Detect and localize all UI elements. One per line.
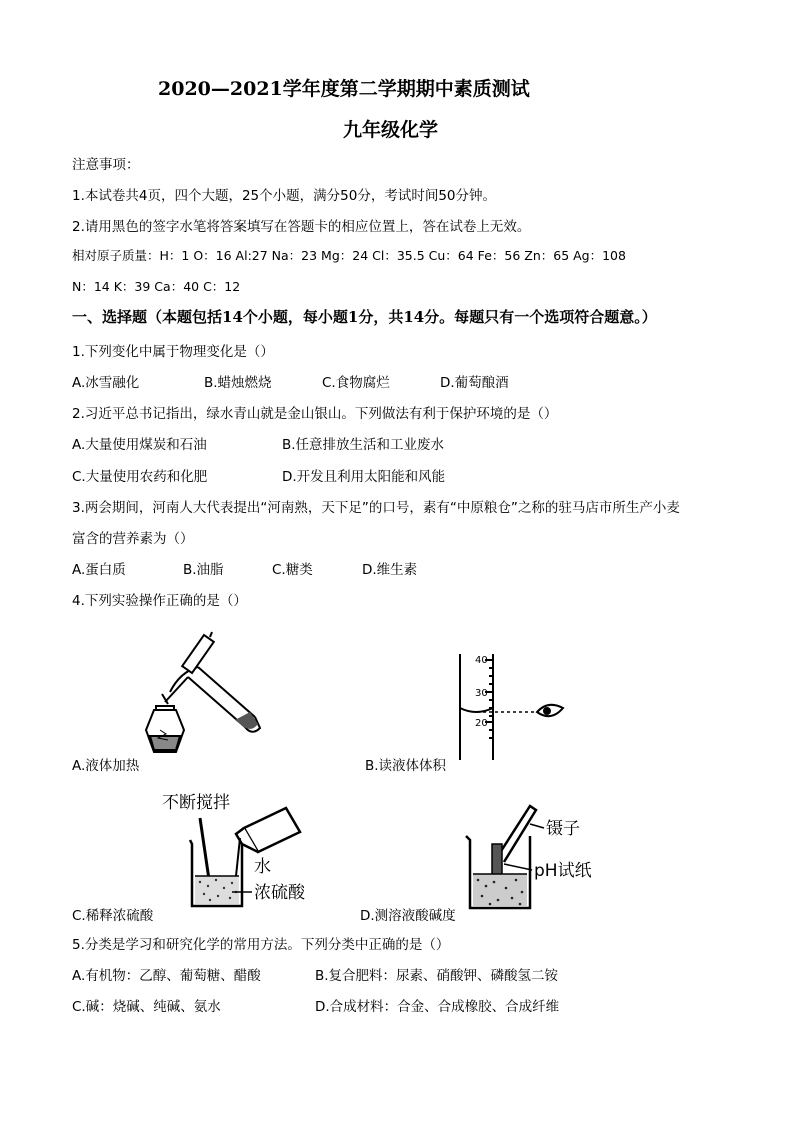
question-2-option-b: B.任意排放生活和工业废水 bbox=[282, 437, 445, 453]
question-3-option-d: D.维生素 bbox=[362, 562, 418, 578]
label-tweezers: 镊子 bbox=[546, 819, 580, 839]
question-5-option-a: A.有机物：乙醇、葡萄糖、醋酸 bbox=[72, 968, 261, 984]
question-4-option-d: D.测溶液酸碱度 bbox=[360, 908, 456, 924]
question-2-option-d: D.开发且利用太阳能和风能 bbox=[282, 469, 446, 485]
notes-item-1: 1.本试卷共4页，四个大题，25个小题，满分50分，考试时间50分钟。 bbox=[72, 188, 497, 204]
question-5-option-b: B.复合肥料：尿素、硝酸钾、磷酸氢二铵 bbox=[315, 968, 559, 984]
label-stir: 不断搅拌 bbox=[162, 793, 230, 813]
question-4-option-b: B.读液体体积 bbox=[365, 758, 447, 774]
question-5-option-c: C.碱：烧碱、纯碱、氨水 bbox=[72, 999, 221, 1015]
question-1-stem: 1.下列变化中属于物理变化是（） bbox=[72, 344, 274, 360]
question-4-stem: 4.下列实验操作正确的是（） bbox=[72, 593, 247, 609]
cylinder-tick-20: 20 bbox=[475, 718, 488, 729]
question-1-option-c: C.食物腐烂 bbox=[322, 375, 390, 391]
question-3-option-c: C.糖类 bbox=[272, 562, 313, 578]
question-3-stem-line-2: 富含的营养素为（） bbox=[72, 531, 194, 547]
question-2-option-c: C.大量使用农药和化肥 bbox=[72, 469, 208, 485]
question-5-stem: 5.分类是学习和研究化学的常用方法。下列分类中正确的是（） bbox=[72, 937, 450, 953]
label-concentrated-acid: 浓硫酸 bbox=[254, 883, 305, 903]
figure-cylinder-reading bbox=[455, 652, 575, 764]
question-3-option-a: A.蛋白质 bbox=[72, 562, 126, 578]
question-3-option-b: B.油脂 bbox=[183, 562, 224, 578]
question-5-option-d: D.合成材料：合金、合成橡胶、合成纤维 bbox=[315, 999, 560, 1015]
cylinder-tick-30: 30 bbox=[475, 688, 488, 699]
exam-title: 2020—2021学年度第二学期期中素质测试 bbox=[158, 78, 530, 100]
notes-item-2: 2.请用黑色的签字水笔将答案填写在答题卡的相应位置上，答在试卷上无效。 bbox=[72, 219, 531, 235]
question-4-option-a: A.液体加热 bbox=[72, 758, 140, 774]
atomic-mass-line-1: 相对原子质量：H：1 O：16 Al:27 Na：23 Mg：24 Cl：35.5 Cu：64 Fe：56 Zn：65 Ag：108 bbox=[72, 248, 626, 263]
question-4-option-c: C.稀释浓硫酸 bbox=[72, 908, 154, 924]
question-2-stem: 2.习近平总书记指出，绿水青山就是金山银山。下列做法有利于保护环境的是（） bbox=[72, 406, 558, 422]
question-1-option-a: A.冰雪融化 bbox=[72, 375, 140, 391]
question-1-option-d: D.葡萄酿酒 bbox=[440, 375, 509, 391]
figure-ph-test bbox=[460, 800, 610, 912]
label-water: 水 bbox=[254, 857, 271, 877]
notes-heading: 注意事项： bbox=[72, 157, 140, 173]
atomic-mass-line-2: N：14 K：39 Ca：40 C：12 bbox=[72, 279, 241, 294]
cylinder-tick-40: 40 bbox=[475, 655, 488, 666]
question-3-stem-line-1: 3.两会期间，河南人大代表提出“河南熟，天下足”的口号，素有“中原粮仓”之称的驻马店市所生产小麦 bbox=[72, 500, 680, 516]
question-2-option-a: A.大量使用煤炭和石油 bbox=[72, 437, 207, 453]
exam-subtitle: 九年级化学 bbox=[343, 119, 439, 141]
section-heading: 一、选择题（本题包括14个小题，每小题1分，共14分。每题只有一个选项符合题意。） bbox=[72, 308, 657, 326]
figure-liquid-heating bbox=[140, 632, 270, 757]
figure-acid-dilution bbox=[160, 788, 330, 912]
label-ph-paper: pH试纸 bbox=[534, 861, 592, 881]
question-1-option-b: B.蜡烛燃烧 bbox=[204, 375, 272, 391]
